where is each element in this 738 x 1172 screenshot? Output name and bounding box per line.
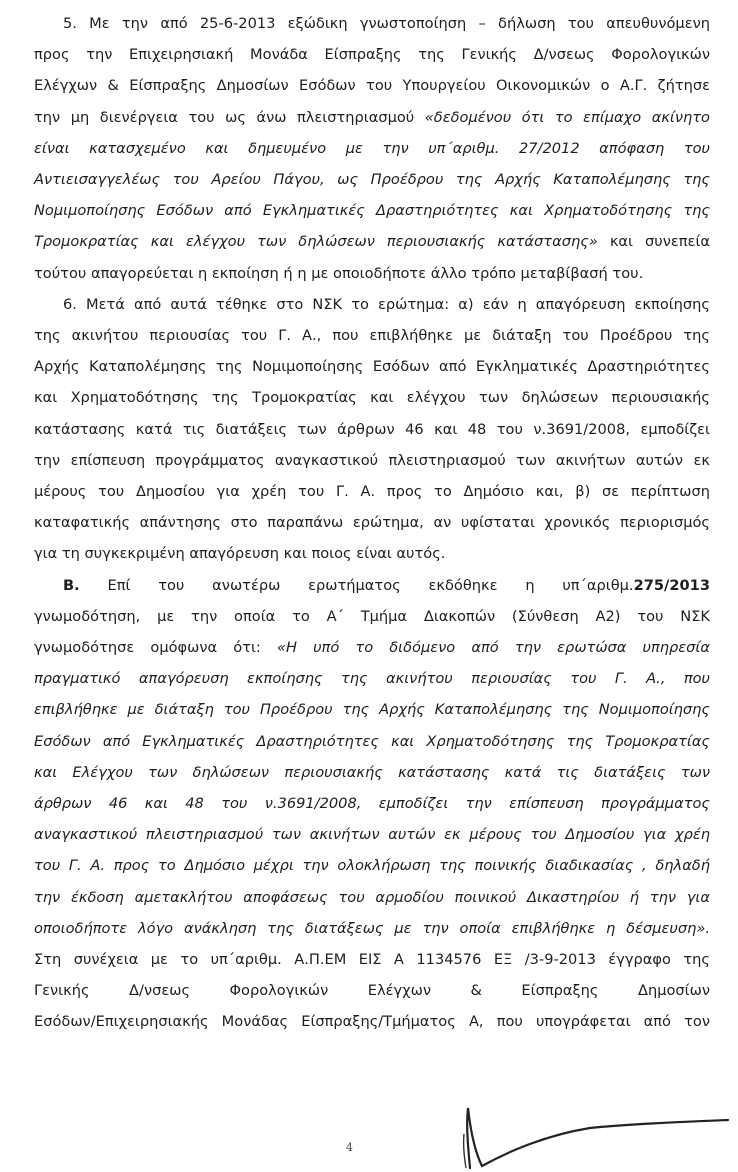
line-text: την επίσπευση προγράμματος αναγκαστικού πλειστηριασμού των ακινήτων αυτών εκ [34, 451, 710, 469]
text-line [34, 420, 710, 440]
line-text: Εσόδων από Εγκληματικές Δραστηριότητες και Χρηματοδότησης της Τρομοκρατίας [34, 732, 710, 750]
line-text: κατάστασης κατά τις διατάξεις των άρθρων 46 και 48 του ν.3691/2008, εμποδίζει [34, 420, 710, 438]
text-line [34, 950, 710, 970]
line-text: Γενικής Δ/νσεως Φορολογικών Ελέγχων & Είσπραξης Δημοσίων [34, 982, 710, 1000]
line-text: καταφατικής απάντησης στο παραπάνω ερώτημα, αν υφίσταται χρονικός περιορισμός [34, 514, 710, 532]
signature-mark [430, 1106, 730, 1172]
text-line [34, 482, 710, 502]
line-text: Στη συνέχεια με το υπ΄αριθμ. Α.Π.ΕΜ ΕΙΣ Α 1134576 ΕΞ /3-9-2013 έγγραφο της [34, 951, 710, 968]
text-line [34, 201, 710, 221]
text-line [34, 232, 710, 252]
line-text: της ακινήτου περιουσίας του Γ. Α., που επιβλήθηκε με διάταξη του Προέδρου της [34, 327, 710, 344]
text-line [34, 919, 710, 939]
text-line [34, 45, 710, 65]
quote-text: «Η υπό το διδόμενο από την ερωτώσα υπηρεσία [277, 639, 710, 656]
line-text: και Χρηματοδότησης της Τρομοκρατίας και ελέγχου των δηλώσεων περιουσιακής [34, 389, 710, 407]
text-line [34, 264, 710, 284]
text-line [34, 888, 710, 908]
text-line [34, 108, 710, 128]
line-tail: και συνεπεία [597, 233, 711, 251]
line-text: μέρους του Δημοσίου για χρέη του Γ. Α. προς το Δημόσιο και, β) σε περίπτωση [34, 483, 710, 500]
text-line [63, 14, 710, 34]
line-text: τούτου απαγορεύεται η εκποίηση ή η με οποιοδήποτε άλλο τρόπο μεταβίβασή του. [34, 264, 644, 282]
text-line [34, 638, 710, 658]
line-text: την έκδοση αμετακλήτου αποφάσεως του αρμοδίου ποινικού Δικαστηρίου ή την για [34, 888, 710, 906]
text-line [34, 544, 710, 564]
line-text: γνωμοδότησε ομόφωνα ότι: [34, 639, 277, 656]
text-line [34, 76, 710, 96]
line-text: Νομιμοποίησης Εσόδων από Εγκληματικές Δραστηριότητες και Χρηματοδότησης της [34, 202, 710, 220]
line-text: Επί του ανωτέρω ερωτήματος εκδόθηκε η υπ΄αριθμ. [79, 576, 634, 594]
text-line [34, 513, 710, 533]
line-text: άρθρων 46 και 48 του ν.3691/2008, εμποδίζει την επίσπευση προγράμματος [34, 795, 710, 812]
line-text: 6. Μετά από αυτά τέθηκε στο ΝΣΚ το ερώτημα: α) εάν η απαγόρευση εκποίησης [63, 295, 710, 313]
text-line [34, 856, 710, 876]
text-line [34, 669, 710, 689]
line-text: Τρομοκρατίας και ελέγχου των δηλώσεων περιουσιακής κατάστασης» [34, 233, 598, 251]
line-text: οποιοδήποτε λόγο ανάκληση της διατάξεως με την οποία επιβλήθηκε η δέσμευση». [34, 919, 710, 937]
line-text: γνωμοδότηση, με την οποία το Α΄ Τμήμα Διακοπών (Σύνθεση Α2) του ΝΣΚ [34, 607, 710, 625]
line-text: Εσόδων/Επιχειρησιακής Μονάδας Είσπραξης/Τμήματος Α, που υπογράφεται από τον [34, 1013, 710, 1031]
line-text: 5. Με την από 25-6-2013 εξώδικη γνωστοποίηση – δήλωση του απευθυνόμενη [63, 15, 710, 32]
text-line [34, 607, 710, 627]
line-text: για τη συγκεκριμένη απαγόρευση και ποιος είναι αυτός. [34, 545, 446, 563]
line-text: Ελέγχων & Είσπραξης Δημοσίων Εσόδων του Υπουργείου Οικονομικών ο Α.Γ. ζήτησε [34, 77, 710, 95]
text-line [34, 388, 710, 408]
line-text: προς την Επιχειρησιακή Μονάδα Είσπραξης της Γενικής Δ/νσεως Φορολογικών [34, 46, 710, 64]
page-number: 4 [346, 1141, 353, 1154]
text-line [34, 326, 710, 346]
line-text: και Ελέγχου των δηλώσεων περιουσιακής κατάστασης κατά τις διατάξεις των [34, 763, 710, 781]
text-line [34, 451, 710, 471]
text-line [34, 700, 710, 720]
text-line [34, 763, 710, 783]
text-line [34, 981, 710, 1001]
line-text: Αρχής Καταπολέμησης της Νομιμοποίησης Εσόδων από Εγκληματικές Δραστηριότητες [34, 358, 710, 376]
line-text: επιβλήθηκε με διάταξη του Προέδρου της Αρχής Καταπολέμησης της Νομιμοποίησης [34, 701, 710, 719]
quote-text: «δεδομένου ότι το επίμαχο ακίνητο [424, 108, 710, 126]
opinion-number: 275/2013 [633, 576, 710, 594]
text-line [63, 295, 710, 315]
text-line [34, 1012, 710, 1032]
text-line [34, 139, 710, 159]
text-line [34, 825, 710, 845]
line-text: την μη διενέργεια του ως άνω πλειστηριασμού [34, 108, 425, 126]
line-text: του Γ. Α. προς το Δημόσιο μέχρι την ολοκλήρωση της ποινικής διαδικασίας , δηλαδή [34, 857, 710, 875]
text-line [63, 576, 710, 596]
line-text: αναγκαστικού πλειστηριασμού των ακινήτων αυτών εκ μέρους του Δημοσίου για χρέη [34, 826, 710, 844]
text-line [34, 794, 710, 814]
text-line [34, 732, 710, 752]
line-text: Αντιεισαγγελέως του Αρείου Πάγου, ως Προέδρου της Αρχής Καταπολέμησης της [34, 171, 710, 188]
text-line [34, 170, 710, 190]
text-line [34, 357, 710, 377]
line-text: είναι κατασχεμένο και δημευμένο με την υπ΄αριθμ. 27/2012 απόφαση του [34, 139, 710, 157]
line-text: πραγματικό απαγόρευση εκποίησης της ακινήτου περιουσίας του Γ. Α., που [34, 670, 710, 688]
section-marker: Β. [63, 576, 80, 594]
